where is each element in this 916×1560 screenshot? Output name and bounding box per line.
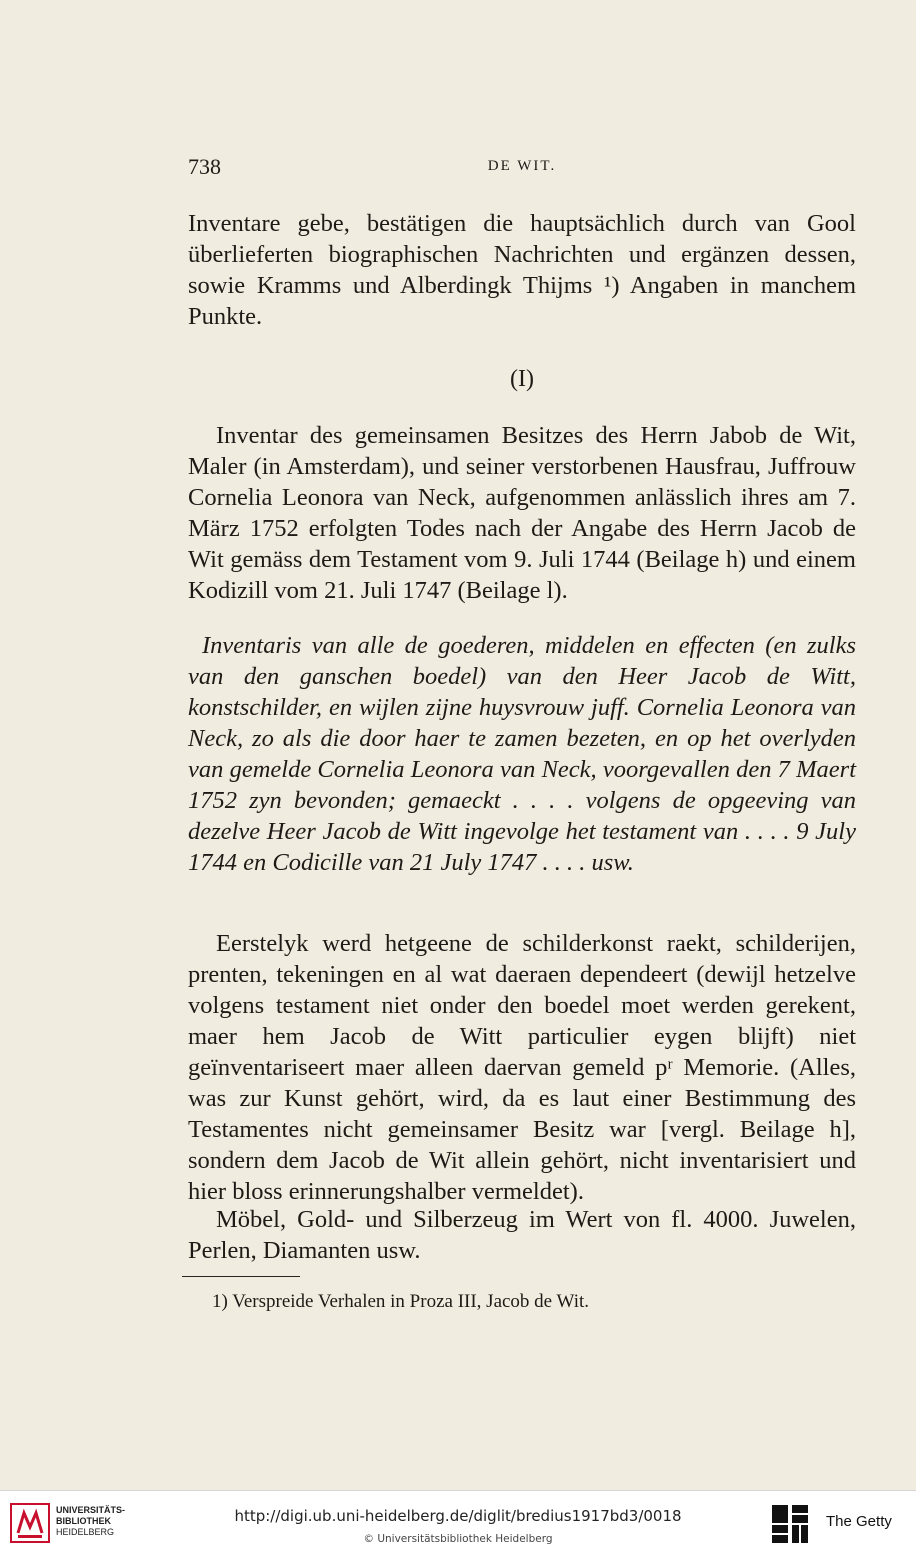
paragraph-inventory-title: Inventar des gemeinsamen Besitzes des Herrn Jabob de Wit, Maler (in Amsterdam), und seiner verstorbenen Hausfrau, Juffrouw Cornelia Leonora van Neck, aufgenommen anlässlich ihres am 7. März 1752 erfolgten Todes nach der Angabe des Herrn Jacob de Wit gemäss dem Testament vom 9. Juli 1744 (Beilage h) und einem Kodizill vom 21. Juli 1747 (Beilage l). — [188, 422, 856, 604]
footnote-divider — [182, 1276, 300, 1277]
library-name-line2: BIBLIOTHEK — [56, 1516, 111, 1526]
getty-logo-icon — [770, 1503, 810, 1545]
paragraph-furniture: Möbel, Gold- und Silberzeug im Wert von fl. 4000. Juwelen, Perlen, Diamanten usw. — [188, 1206, 856, 1264]
footnote: 1) Verspreide Verhalen in Proza III, Jacob de Wit. — [212, 1291, 590, 1312]
page-header — [188, 154, 856, 188]
partner-name: The Getty — [826, 1513, 892, 1530]
paragraph-dutch-quote: Inventaris van alle de goederen, middelen en effecten (en zulks van den ganschen boedel) van den Heer Jacob de Witt, konstschilder, en wijlen zijne huysvrouw juff. Cornelia Leonora van Neck, zo als die door haer te zamen bezeten, en op het overlyden van gemelde Cornelia Leonora van Neck, voorgevallen den 7 Maert 1752 zyn bevonden; gemaeckt . . . . volgens de opgeeving van dezelve Heer Jacob de Witt ingevolge het testament van . . . . 9 July 1744 en Codicille van 21 July 1747 . . . . usw. — [188, 632, 856, 876]
page-number: 738 — [188, 154, 221, 179]
library-name-line3: HEIDELBERG — [56, 1527, 115, 1537]
copyright-notice: © Universitätsbibliothek Heidelberg — [363, 1533, 553, 1545]
running-head: DE WIT. — [487, 158, 557, 174]
library-name-line1: UNIVERSITÄTS- — [56, 1505, 126, 1515]
source-url-link[interactable]: http://digi.ub.uni-heidelberg.de/diglit/bredius1917bd3/0018 — [234, 1507, 682, 1525]
paragraph-art-note: Eerstelyk werd hetgeene de schilderkonst raekt, schilderijen, prenten, tekeningen en al wat daeraen dependeert (dewijl hetzelve volgens testament niet onder den boedel moet werden gerekent, maer hem Jacob de Witt particulier eygen blijft) niet geïnventariseert maer alleen daervan gemeld pʳ Memorie. (Alles, was zur Kunst gehört, wird, da es laut einer Bestimmung des Testamentes nicht gemeinsamer Besitz war [vergl. Beilage h], sondern dem Jacob de Wit allein gehört, nicht inventarisiert und hier bloss erinnerungshalber vermeldet). — [188, 930, 856, 1205]
paragraph-intro: Inventare gebe, bestätigen die hauptsächlich durch van Gool überlieferten biographischen Nachrichten und ergänzen dessen, sowie Kramms und Alberdingk Thijms ¹) Angaben in manchem Punkte. — [188, 210, 856, 330]
digitization-footer — [0, 1490, 916, 1560]
section-marker: (I) — [510, 366, 534, 392]
